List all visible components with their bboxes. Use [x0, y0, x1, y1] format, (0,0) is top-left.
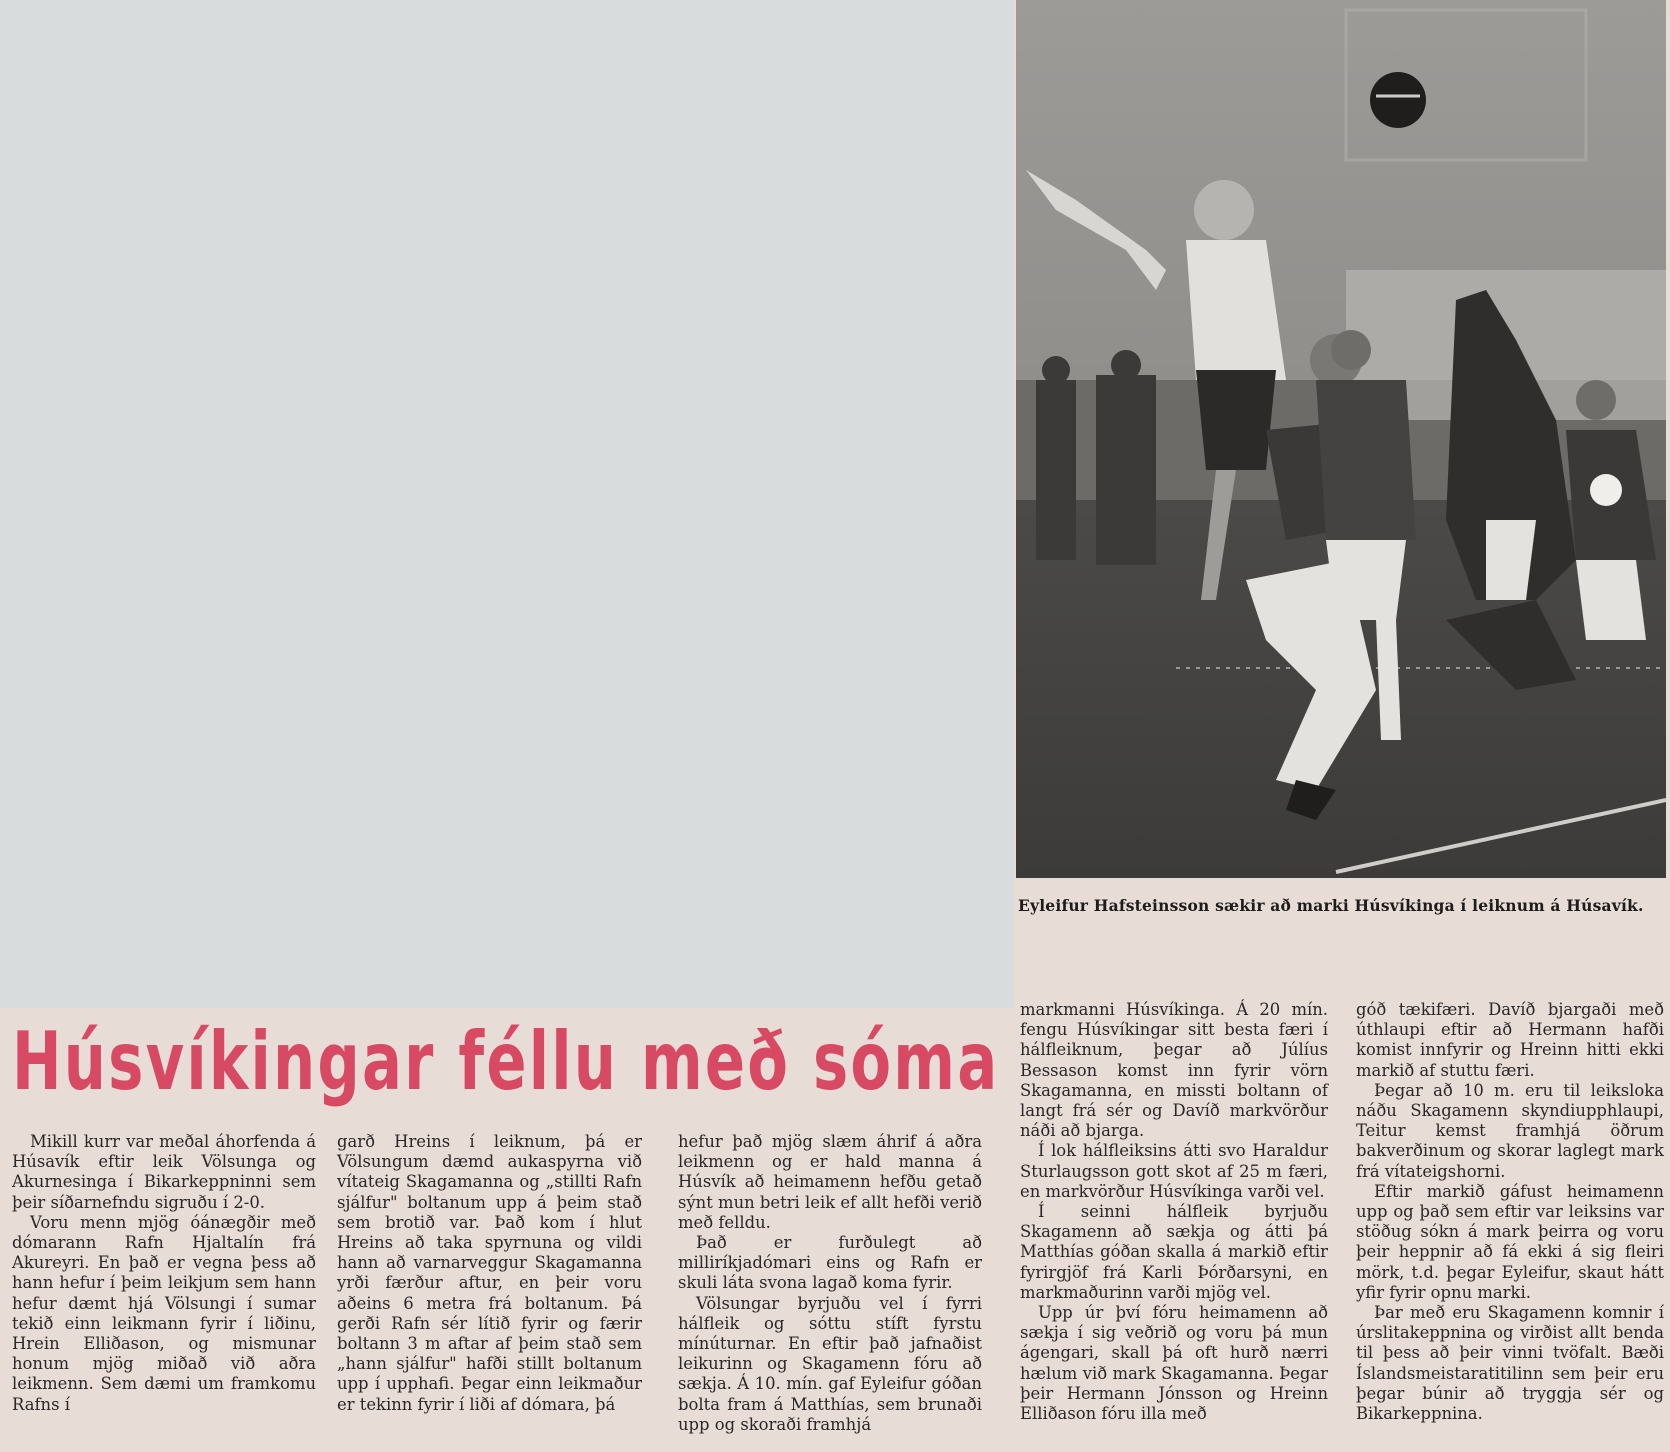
paragraph: Í lok hálfleiksins átti svo Haraldur Sturlaugsson gott skot af 25 m færi, en markvörður Húsvíkinga varði vel.	[1020, 1141, 1328, 1201]
paragraph: Það er furðulegt að milliríkjadómari eins og Rafn er skuli láta svona lagað koma fyrir.	[678, 1233, 982, 1293]
paragraph: Í seinni hálfleik byrjuðu Skagamenn að sækja og átti þá Matthías góðan skalla á markið eftir fyrirgjöf frá Karli Þórðarsyni, en markmaðurinn varði mjög vel.	[1020, 1202, 1328, 1302]
article-column-2	[337, 1132, 642, 1415]
paragraph: Þar með eru Skagamenn komnir í úrslitakeppnina og virðist allt benda til þess að þeir vinni tvöfalt. Bæði Íslandsmeistaratitilinn sem þeir eru þegar búnir að tryggja sér og Bikarkeppnina.	[1356, 1303, 1664, 1424]
paragraph: Völsungar byrjuðu vel í fyrri hálfleik og sóttu stíft fyrstu mínúturnar. En eftir það jafnaðist leikurinn og Skagamenn fóru að sækja. Á 10. mín. gaf Eyleifur góðan bolta fram á Matthías, sem brunaði upp og skoraði framhjá	[678, 1293, 982, 1434]
paragraph: Eftir markið gáfust heimamenn upp og það sem eftir var leiksins var stöðug sókn á mark þeirra og voru þeir heppnir að fá ekki á sig fleiri mörk, t.d. þegar Eyleifur, skaut hátt yfir fyrir opnu marki.	[1356, 1181, 1664, 1302]
paragraph: Voru menn mjög óánægðir með dómarann Rafn Hjaltalín frá Akureyri. En það er vegna þess að hann hefur í þeim leikjum sem hann hefur dæmt hjá Völsungi í sumar tekið einn leikmann fyrir í liðinu, Hrein Elliðason, og mismunar honum mjög miðað við aðra leikmenn. Sem dæmi um framkomu Rafns í	[12, 1212, 316, 1414]
paragraph: markmanni Húsvíkinga. Á 20 mín. fengu Húsvíkingar sitt besta færi í hálfleiknum, þegar að Júlíus Bessason komst inn fyrir vörn Skagamanna, en missti boltann of langt frá sér og Davíð markvörður náði að bjarga.	[1020, 1000, 1328, 1141]
match-photo	[1016, 0, 1666, 878]
paragraph: Upp úr því fóru heimamenn að sækja í sig veðrið og voru þá mun ágengari, skall þá oft hurð nærri hælum við mark Skagamanna. Þegar þeir Hermann Jónsson og Hreinn Elliðason fóru illa með	[1020, 1303, 1328, 1424]
article-column-5	[1356, 1000, 1664, 1424]
photo-caption: Eyleifur Hafsteinsson sækir að marki Húsvíkinga í leiknum á Húsavík.	[1018, 896, 1644, 915]
paragraph: Mikill kurr var meðal áhorfenda á Húsavík eftir leik Völsunga og Akurnesinga í Bikarkeppninni sem þeir síðarnefndu sigruðu í 2-0.	[12, 1132, 316, 1212]
paragraph: hefur það mjög slæm áhrif á aðra leikmenn og er hald manna á Húsvík að heimamenn hefðu getað sýnt mun betri leik ef allt hefði verið með felldu.	[678, 1132, 982, 1232]
article-column-3	[678, 1132, 982, 1435]
paragraph: góð tækifæri. Davíð bjargaði með úthlaupi eftir að Hermann hafði komist innfyrir og Hreinn hitti ekki markið af stuttu færi.	[1356, 1000, 1664, 1080]
blank-area	[0, 0, 1014, 1008]
article-headline: Húsvíkingar féllu með sóma	[12, 1015, 1000, 1108]
paragraph: garð Hreins í leiknum, þá er Völsungum dæmd aukaspyrna við vítateig Skagamanna og „stillti Rafn sjálfur" boltanum upp á þeim stað sem brotið var. Það kom í hlut Hreins að taka spyrnuna og vildi hann að varnarveggur Skagamanna yrði færður aftur, en þeir voru aðeins 6 metra frá boltanum. Þá gerði Rafn sér lítið fyrir og færir boltann 3 m aftar af þeim stað sem „hann sjálfur" hafði stillt boltanum upp í upphafi. Þegar einn leikmaður er tekinn fyrir í liði af dómara, þá	[337, 1132, 642, 1414]
article-column-4	[1020, 1000, 1328, 1424]
paragraph: Þegar að 10 m. eru til leiksloka náðu Skagamenn skyndiupphlaupi, Teitur kemst framhjá öðrum bakverðinum og skorar laglegt mark frá vítateigshorni.	[1356, 1080, 1664, 1181]
article-column-1	[12, 1132, 316, 1415]
